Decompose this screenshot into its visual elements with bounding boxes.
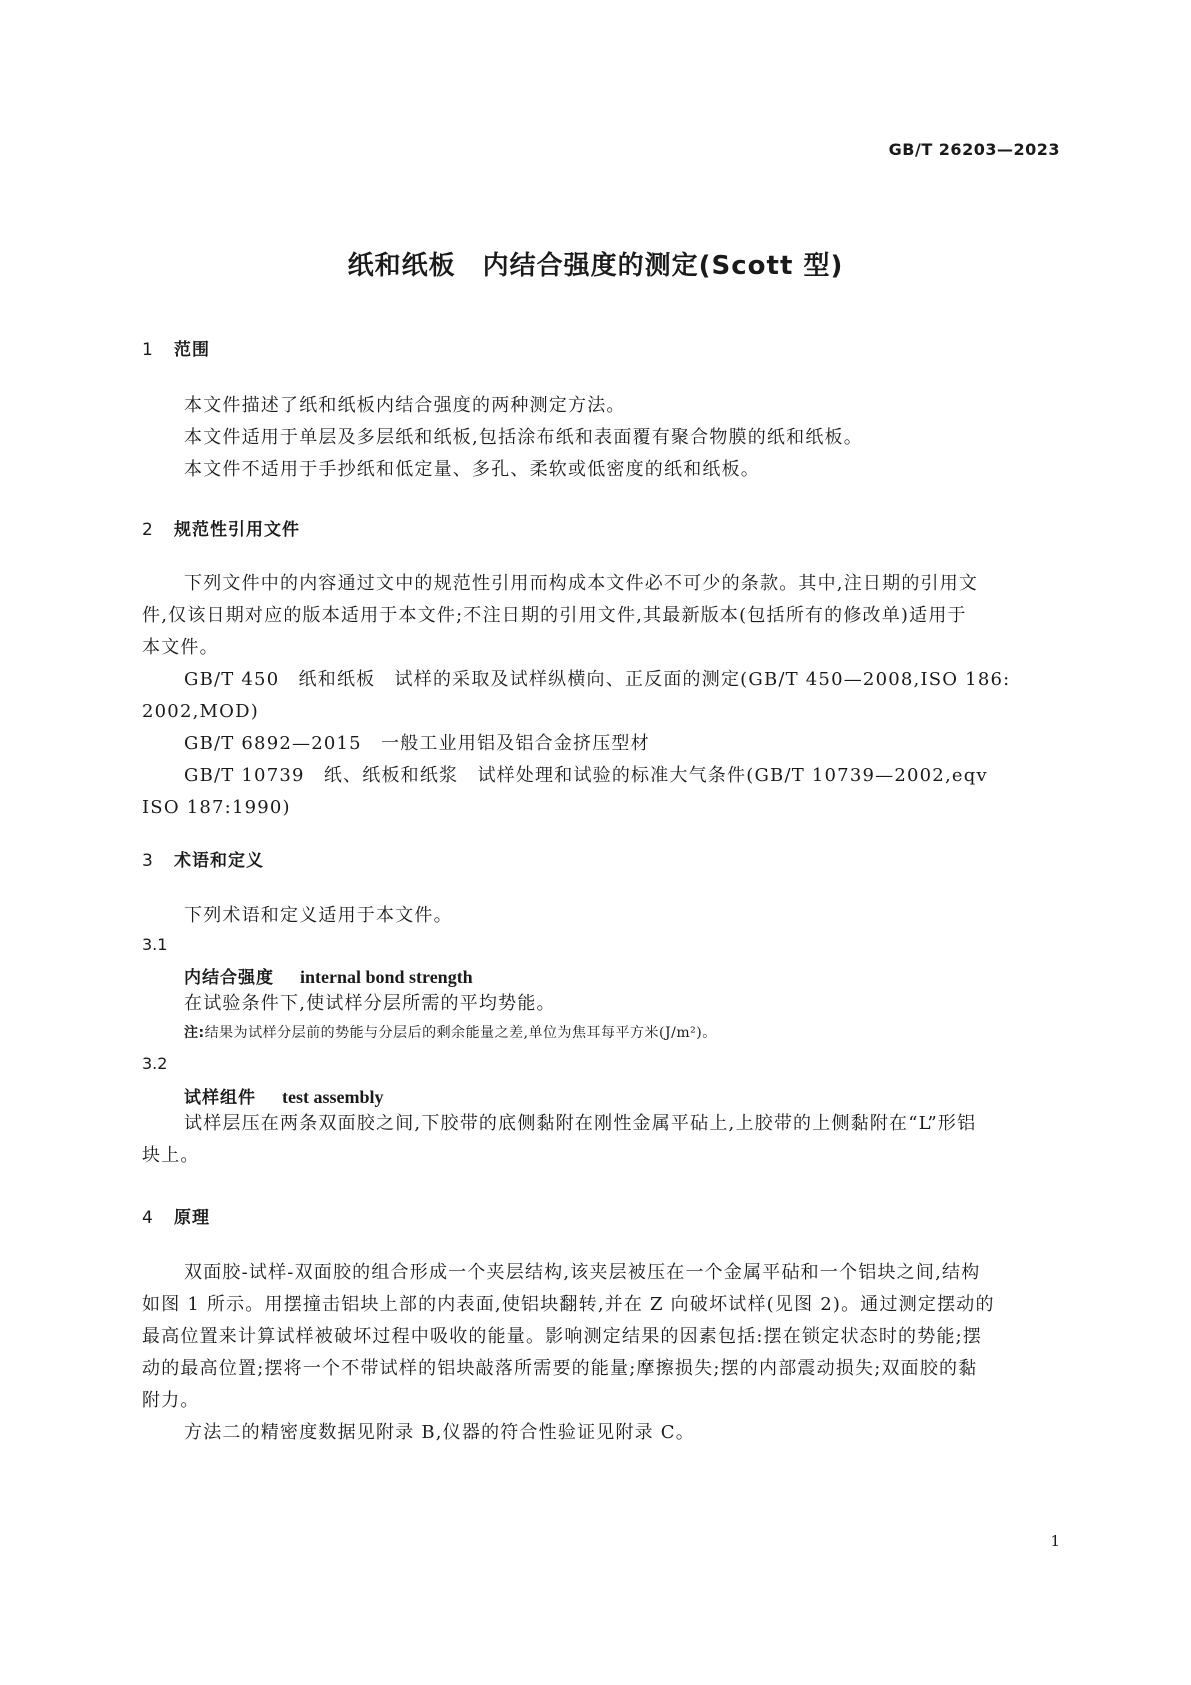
reference-gbt-450-line-1: GB/T 450 纸和纸板 试样的采取及试样纵横向、正反面的测定(GB/T 450—2008,ISO 186: — [184, 669, 1011, 690]
term-3-1-note — [184, 1022, 717, 1042]
reference-gbt-6892-line-1: GB/T 6892—2015 一般工业用铝及铝合金挤压型材 — [184, 733, 650, 754]
section-4-para-1-line-2: 如图 1 所示。用摆撞击铝块上部的内表面,使铝块翻转,并在 Z 向破坏试样(见图 2)。通过测定摆动的 — [142, 1294, 995, 1315]
note-text: 结果为试样分层前的势能与分层后的剩余能量之差,单位为焦耳每平方米(J/m²)。 — [204, 1025, 717, 1041]
section-4-number: 4 — [142, 1208, 154, 1228]
section-4-para-1-line-4: 动的最高位置;摆将一个不带试样的铝块敲落所需要的能量;摩擦损失;摆的内部震动损失;双面胶的黏 — [142, 1358, 978, 1379]
section-2-heading — [142, 515, 300, 540]
reference-gbt-450 — [142, 664, 1060, 728]
section-2-intro-line-2: 件,仅该日期对应的版本适用于本文件;不注日期的引用文件,其最新版本(包括所有的修改单)适用于 — [142, 605, 967, 626]
section-4-para-1-line-3: 最高位置来计算试样被破坏过程中吸收的能量。影响测定结果的因素包括:摆在锁定状态时的势能;摆 — [142, 1326, 983, 1347]
reference-gbt-10739-line-1: GB/T 10739 纸、纸板和纸浆 试样处理和试验的标准大气条件(GB/T 10739—2002,eqv — [184, 765, 988, 786]
section-4-heading — [142, 1203, 210, 1228]
term-3-2-chinese: 试样组件 — [184, 1088, 256, 1108]
section-1-para-1: 本文件描述了纸和纸板内结合强度的两种测定方法。 — [184, 395, 626, 416]
term-3-2 — [184, 1083, 384, 1108]
term-3-1-definition: 在试验条件下,使试样分层所需的平均势能。 — [184, 993, 556, 1014]
section-4-para-1-line-1: 双面胶-试样-双面胶的组合形成一个夹层结构,该夹层被压在一个金属平砧和一个铝块之间,结构 — [184, 1262, 981, 1283]
reference-gbt-10739 — [142, 760, 1060, 824]
term-3-1-english: internal bond strength — [300, 967, 473, 987]
term-3-2-english: test assembly — [282, 1087, 384, 1107]
note-label: 注: — [184, 1025, 205, 1041]
term-3-2-number: 3.2 — [142, 1054, 168, 1073]
section-3-title: 术语和定义 — [174, 851, 264, 871]
section-2-title: 规范性引用文件 — [174, 520, 300, 540]
section-4-para-1-line-5: 附力。 — [142, 1390, 200, 1411]
page-number: 1 — [1050, 1532, 1060, 1550]
section-2-intro-line-1: 下列文件中的内容通过文中的规范性引用而构成本文件必不可少的条款。其中,注日期的引用文 — [184, 573, 979, 594]
section-2-intro-line-3: 本文件。 — [142, 637, 219, 658]
section-4-title: 原理 — [174, 1208, 210, 1228]
standard-number: GB/T 26203—2023 — [888, 140, 1060, 159]
term-3-1 — [184, 963, 473, 988]
term-3-2-definition-line-2: 块上。 — [142, 1145, 200, 1166]
section-4-para-1 — [142, 1257, 1060, 1417]
term-3-2-definition — [142, 1108, 1060, 1172]
reference-gbt-6892 — [142, 728, 1060, 760]
section-1-para-2: 本文件适用于单层及多层纸和纸板,包括涂布纸和表面覆有聚合物膜的纸和纸板。 — [184, 427, 863, 448]
term-3-1-chinese: 内结合强度 — [184, 968, 274, 988]
term-3-2-definition-line-1: 试样层压在两条双面胶之间,下胶带的底侧黏附在刚性金属平砧上,上胶带的上侧黏附在“L”形铝 — [184, 1113, 977, 1134]
section-3-heading — [142, 846, 264, 871]
section-1-title: 范围 — [174, 340, 210, 360]
section-2-intro — [142, 568, 1060, 664]
section-2-number: 2 — [142, 520, 154, 540]
section-3-intro: 下列术语和定义适用于本文件。 — [184, 905, 453, 926]
reference-gbt-450-line-2: 2002,MOD) — [142, 701, 259, 722]
section-1-heading — [142, 335, 210, 360]
section-1-para-3: 本文件不适用于手抄纸和低定量、多孔、柔软或低密度的纸和纸板。 — [184, 459, 760, 480]
term-3-1-number: 3.1 — [142, 935, 168, 954]
document-title: 纸和纸板 内结合强度的测定(Scott 型) — [347, 251, 844, 281]
section-4-para-2: 方法二的精密度数据见附录 B,仪器的符合性验证见附录 C。 — [184, 1422, 695, 1443]
section-3-number: 3 — [142, 851, 154, 871]
section-1-number: 1 — [142, 340, 154, 360]
reference-gbt-10739-line-2: ISO 187:1990) — [142, 797, 291, 818]
